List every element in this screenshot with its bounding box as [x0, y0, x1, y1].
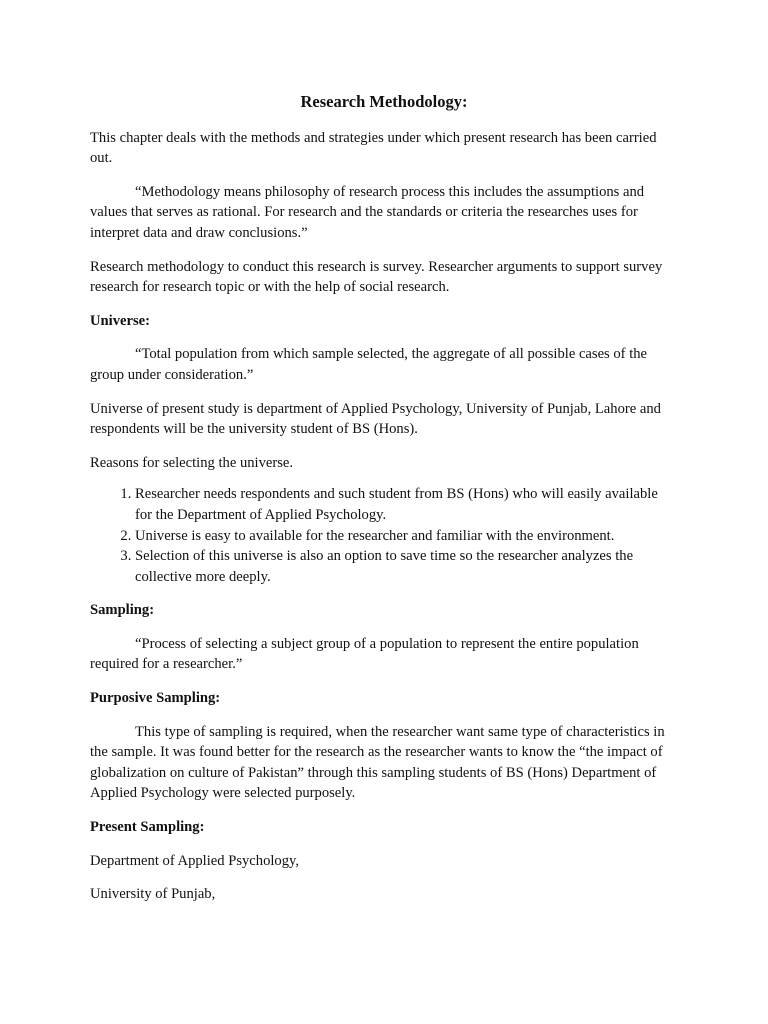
reasons-list [90, 484, 678, 587]
purposive-sampling-paragraph: This type of sampling is required, when the researcher want same type of characteristics in the sample. It was found better for the research as the researcher wants to know the “the impact of globalization on culture of Pakistan” through this sampling students of BS (Hons) Department of Applied Psychology were selected purposely. [90, 723, 665, 802]
methodology-paragraph: Research methodology to conduct this research is survey. Researcher arguments to support survey research for research topic or with the help of social research. [90, 258, 663, 296]
list-item: 2. Universe is easy to available for the researcher and familiar with the environment. [135, 526, 678, 547]
intro-paragraph: This chapter deals with the methods and strategies under which present research has been carried out. [90, 129, 657, 167]
universe-quote: “Total population from which sample selected, the aggregate of all possible cases of the group under consideration.” [90, 346, 648, 383]
page-title: Research Methodology: [300, 92, 468, 111]
purposive-sampling-heading: Purposive Sampling: [90, 690, 221, 707]
present-sampling-heading: Present Sampling: [90, 819, 205, 836]
universe-paragraph: Universe of present study is department of Applied Psychology, University of Punjab, Lahore and respondents will be the university student of BS (Hons). [90, 400, 661, 438]
methodology-quote: “Methodology means philosophy of research process this includes the assumptions and values that serves as rational. For research and the standards or criteria the researches uses for interpret data and draw conclusions.” [90, 183, 645, 241]
present-sampling-line-2: University of Punjab, [90, 886, 216, 903]
list-item: 3. Selection of this universe is also an option to save time so the researcher analyzes the collective more deeply. [135, 546, 678, 587]
reasons-intro: Reasons for selecting the universe. [90, 454, 294, 471]
sampling-heading: Sampling: [90, 602, 155, 619]
sampling-quote: “Process of selecting a subject group of a population to represent the entire population required for a researcher.” [90, 635, 639, 673]
list-item: 1. Researcher needs respondents and such student from BS (Hons) who will easily available for the Department of Applied Psychology. [135, 484, 678, 525]
universe-heading: Universe: [90, 312, 150, 329]
present-sampling-line-1: Department of Applied Psychology, [90, 852, 300, 869]
